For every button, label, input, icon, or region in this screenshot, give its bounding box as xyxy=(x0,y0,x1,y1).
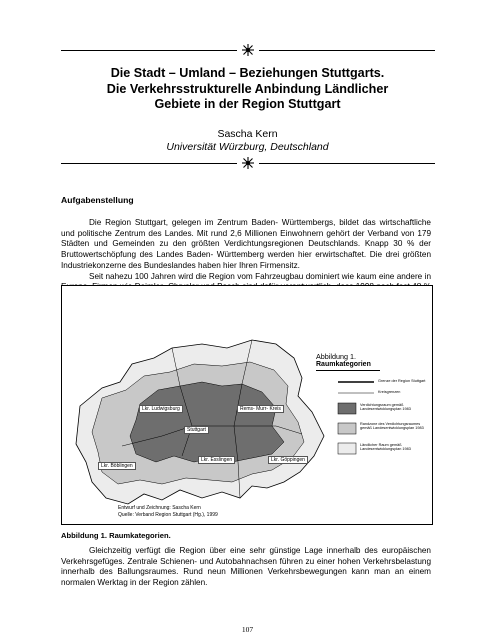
label-ludwigsburg: Lkr. Ludwigsburg xyxy=(139,405,183,413)
legend-label-rural: Ländlicher Raum gemäß Landesentwicklungsplan 1983 xyxy=(360,443,411,452)
label-esslingen: Lkr. Esslingen xyxy=(198,456,235,464)
figure-title-underline xyxy=(316,370,380,371)
legend-label-dense: Verdichtungsraum gemäß Landesentwicklungsplan 1983 xyxy=(360,403,411,412)
section-heading: Aufgabenstellung xyxy=(61,195,134,205)
label-boeblingen: Lkr. Böblingen xyxy=(98,462,136,470)
figure-subtitle: Raumkategorien xyxy=(316,361,371,368)
label-goeppingen: Lkr. Göppingen xyxy=(268,456,308,464)
top-rule-left xyxy=(61,50,237,51)
author-name: Sascha Kern xyxy=(217,128,278,140)
title-line-1: Die Stadt – Umland – Beziehungen Stuttgarts. xyxy=(110,66,385,80)
figure-credit-source: Quelle: Verband Region Stuttgart (Hg.), 1999 xyxy=(118,512,218,518)
label-rems-murr: Rems- Murr- Kreis xyxy=(237,405,284,413)
bottom-rule-left xyxy=(61,163,237,164)
legend-swatch-dense xyxy=(338,403,356,414)
figure-title: Abbildung 1. xyxy=(316,352,356,361)
legend-label-district: Kreisgrenzen xyxy=(378,390,401,394)
legend-swatch-fringe xyxy=(338,423,356,434)
body-text xyxy=(61,546,431,589)
legend-label-fringe: Randzone des Verdichtungsraumes gemäß Landesentwicklungsplan 1983 xyxy=(360,422,424,431)
author-affiliation: Universität Würzburg, Deutschland xyxy=(166,141,329,153)
bottom-rule-right xyxy=(259,163,435,164)
title-line-3: Gebiete in der Region Stuttgart xyxy=(154,97,341,111)
map-figure xyxy=(61,285,433,525)
page-number: 107 xyxy=(241,625,254,634)
paper-title xyxy=(60,66,435,113)
flower-ornament-icon xyxy=(241,156,255,170)
figure-caption: Abbildung 1. Raumkategorien. xyxy=(61,531,171,540)
figure-credit-design: Entwurf und Zeichnung: Sascha Kern xyxy=(118,505,201,511)
title-line-2: Die Verkehrsstrukturelle Anbindung Ländlicher xyxy=(106,81,389,96)
top-rule-right xyxy=(259,50,435,51)
paragraph-3: Gleichzeitig verfügt die Region über eine sehr günstige Lage innerhalb des europäischen Verkehrsgefüges. Zentrale Schienen- und Autobahnachsen führen zu einer hohen Verkehrsbelastung innerhalb des Ballungsraumes. Rund neun Millionen Verkehrsbewegungen kann man an einem normalen Werktag in der Region zählen. xyxy=(61,546,431,588)
legend-label-region: Grenze der Region Stuttgart xyxy=(378,379,426,383)
paragraph-1: Die Region Stuttgart, gelegen im Zentrum Baden- Württembergs, bildet das wirtschaftliche und politische Zentrum des Landes. Mit rund 2,6 Millionen Einwohnern gehört der Verband von 179 Städten und Gemeinden zu den größten Verdichtungsregionen Deutschlands. Knapp 30 % der Bruttowertschöpfung des Landes Baden- Württemberg werden hier erwirtschaftet. Die drei größten Industriekonzerne des Bundeslandes haben hier Ihren Firmensitz. xyxy=(61,218,431,270)
paragraph-2: Seit nahezu 100 Jahren wird die Region vom Fahrzeugbau dominiert wie kaum eine andere in xyxy=(89,271,431,281)
region-dense-core xyxy=(130,382,284,462)
legend-swatch-rural xyxy=(338,443,356,454)
flower-ornament-icon xyxy=(241,43,255,57)
label-stuttgart: Stuttgart xyxy=(184,426,209,434)
